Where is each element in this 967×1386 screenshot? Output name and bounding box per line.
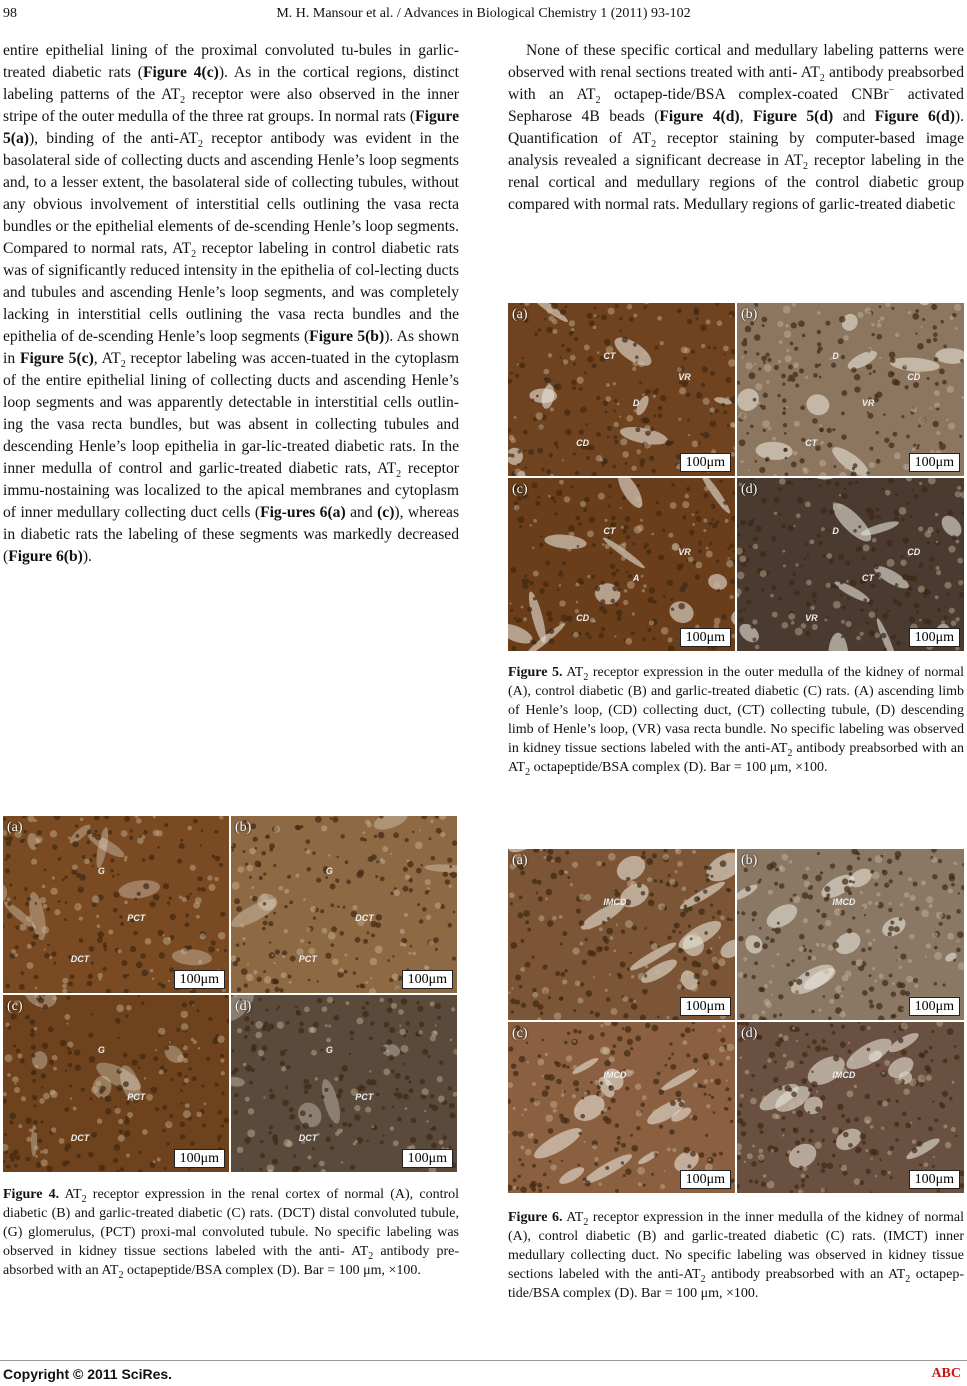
- tissue-label: G: [97, 1044, 105, 1055]
- scale-bar-label: 100μm: [909, 997, 960, 1016]
- tissue-label: CT: [805, 437, 818, 448]
- tissue-label: IMCD: [603, 1069, 627, 1080]
- micrograph-panel: [508, 849, 735, 1020]
- footer-rule: [0, 1360, 967, 1361]
- micrograph-panel: [737, 1022, 964, 1193]
- micrograph-image: [508, 478, 735, 651]
- page-number: 98: [3, 6, 17, 21]
- tissue-label: D: [632, 398, 640, 409]
- micrograph-image: [737, 849, 964, 1020]
- scale-bar-label: 100μm: [680, 453, 731, 472]
- tissue-label: VR: [805, 612, 818, 623]
- micrograph-panel: [231, 995, 457, 1172]
- micrograph-image: [231, 995, 457, 1172]
- tissue-label: CT: [861, 573, 874, 584]
- tissue-label: CT: [603, 351, 616, 362]
- micrograph-image: [508, 849, 735, 1020]
- tissue-label: CT: [603, 526, 616, 537]
- tissue-label: G: [325, 1044, 333, 1055]
- scale-bar-label: 100μm: [909, 1170, 960, 1189]
- tissue-label: PCT: [127, 1092, 146, 1103]
- scale-bar-label: 100μm: [909, 628, 960, 647]
- tissue-label: IMCD: [832, 1069, 856, 1080]
- scale-bar-label: 100μm: [174, 970, 225, 989]
- micrograph-image: [737, 303, 964, 476]
- tissue-label: D: [832, 351, 839, 362]
- figure-4-caption: Figure 4. $AT_2$ receptor expression in the renal cortex of normal (A), control diabetic (B) and garlic-treated diabetic (C) rats. (DCT) distal convoluted tubule, (G) glomerulus, (PCT) proxi-mal convoluted tubule. No specific labeling was observed in kidney tissue sections labeled with the anti- $AT_2$ antibody pre-absorbed with an $AT_2$ octapeptide/BSA complex (D). Bar = 100 μm, ×100.: [3, 1187, 460, 1281]
- micrograph-image: [737, 478, 964, 651]
- micrograph-image: [508, 1022, 735, 1193]
- tissue-label: DCT: [355, 913, 374, 924]
- panel-label: (a): [512, 853, 528, 868]
- tissue-label: A: [632, 573, 640, 584]
- page-footer: [0, 1366, 967, 1384]
- tissue-label: IMCD: [603, 896, 627, 907]
- tissue-label: D: [832, 526, 839, 537]
- tissue-label: DCT: [70, 1133, 90, 1144]
- running-header: [0, 6, 967, 26]
- tissue-label: CD: [907, 372, 921, 383]
- body-paragraph: None of these specific cortical and medullary labeling patterns were observed with renal sections treated with anti- $AT_2$ antibody preabsorbed with an $AT_2$ octapep-tide/BSA complex-coated CNBr− activated Sepharose 4B beads (Figure 4(d), Figure 5(d) and Figure 6(d)). Quantification of $AT_2$ receptor staining by computer-based image analysis revealed a significant decrease in $AT_2$ receptor labeling in the renal cortical and medullary regions of the control diabetic group compared with normal rats. Medullary regions of garlic-treated diabetic: [508, 42, 964, 213]
- micrograph-panel: [737, 478, 964, 651]
- tissue-label: VR: [678, 547, 691, 558]
- scale-bar-label: 100μm: [402, 970, 453, 989]
- tissue-label: G: [97, 865, 105, 876]
- micrograph-panel: [3, 816, 229, 993]
- tissue-label: DCT: [70, 954, 90, 965]
- figure-5-caption: Figure 5. $AT_2$ receptor expression in the outer medulla of the kidney of normal (A), control diabetic (B) and garlic-treated diabetic (C) rats. (A) ascending limb of Henle’s loop, (CD) collecting duct, (CT) collecting tubule, (D) descending limb of Henle’s loop, (VR) vasa recta bundle. No specific labeling was observed in kidney tissue sections labeled with the anti-$AT_2$ antibody preabsorbed with an $AT_2$ octapeptide/BSA complex (D). Bar = 100 μm, ×100.: [508, 665, 964, 778]
- tissue-label: PCT: [127, 913, 146, 924]
- scale-bar-label: 100μm: [174, 1149, 225, 1168]
- scale-bar-label: 100μm: [909, 453, 960, 472]
- panel-label: (d): [741, 1026, 758, 1041]
- tissue-label: CD: [576, 437, 590, 448]
- panel-label: (b): [741, 853, 758, 868]
- panel-label: (c): [512, 482, 528, 497]
- body-paragraph: entire epithelial lining of the proximal convoluted tu-bules in garlic-treated diabetic rats (Figure 4(c)). As in the cortical regions, distinct labeling patterns of the $AT_2$ receptor were also observed in the inner stripe of the outer medulla of the three rat groups. In normal rats (Figure 5(a)), binding of the anti-$AT_2$ receptor antibody was evident in the basolateral side of collecting ducts and ascending Henle’s loop segments and, to a lesser extent, the basolateral side of collecting tubules, without any obvious involvement of interstitial cells outlining the vasa recta bundles or the epithelial elements of de-scending Henle’s loop segments. Compared to normal rats, $AT_2$ receptor labeling in control diabetic rats was of significantly reduced intensity in the epithelia of col-lecting ducts and tubules and ascending Henle’s loop segments, and was completely lacking in interstitial cells outlining the vasa recta bundles and the epithelia of de-scending Henle’s loop segments (Figure 5(b)). As shown in Figure 5(c), $AT_2$ receptor labeling was accen-tuated in the cytoplasm of the entire epithelial lining of collecting ducts and ascending Henle’s loop segments and was apparently detectable in interstitial cells outlin-ing the vasa recta bundles, but was absent in collecting tubules and descending Henle’s loop epithelia in gar-lic-treated diabetic rats. In the inner medulla of control and garlic-treated diabetic rats, $AT_2$ receptor immu-nostaining was localized to the apical membranes and cytoplasm of inner medullary collecting duct cells (Fig-ures 6(a) and (c)), whereas in diabetic rats the labeling of these segments was markedly decreased (Figure 6(b)).: [3, 42, 460, 565]
- tissue-label: CD: [907, 547, 921, 558]
- micrograph-image: [3, 816, 229, 993]
- panel-label: (c): [7, 999, 23, 1014]
- tissue-label: PCT: [298, 954, 317, 965]
- figure-4: [3, 816, 457, 1172]
- panel-label: (a): [512, 307, 528, 322]
- tissue-label: IMCD: [832, 896, 856, 907]
- scale-bar-label: 100μm: [680, 997, 731, 1016]
- micrograph-panel: [508, 478, 735, 651]
- micrograph-panel: [737, 303, 964, 476]
- micrograph-image: [508, 303, 735, 476]
- tissue-label: CD: [576, 612, 590, 623]
- micrograph-panel: [508, 1022, 735, 1193]
- tissue-label: G: [325, 865, 333, 876]
- tissue-label: DCT: [298, 1133, 318, 1144]
- journal-abbrev: ABC: [931, 1366, 961, 1381]
- micrograph-image: [737, 1022, 964, 1193]
- micrograph-panel: [508, 303, 735, 476]
- copyright: Copyright © 2011 SciRes.: [3, 1366, 173, 1382]
- tissue-label: VR: [678, 372, 691, 383]
- panel-label: (b): [235, 820, 252, 835]
- right-column-text: [508, 40, 964, 216]
- figure-6-caption: Figure 6. $AT_2$ receptor expression in the inner medulla of the kidney of normal (A), control diabetic (B) and garlic-treated diabetic (C) rats. (IMCT) inner medullary collecting duct. No specific labeling was observed in kidney tissue sections labeled with the anti-$AT_2$ antibody preabsorbed with an $AT_2$ octapep-tide/BSA complex (D). Bar = 100 μm, ×100.: [508, 1210, 964, 1301]
- panel-label: (a): [7, 820, 23, 835]
- panel-label: (b): [741, 307, 758, 322]
- micrograph-image: [3, 995, 229, 1172]
- panel-label: (d): [235, 999, 252, 1014]
- scale-bar-label: 100μm: [402, 1149, 453, 1168]
- running-head: M. H. Mansour et al. / Advances in Biological Chemistry 1 (2011) 93-102: [276, 6, 691, 21]
- micrograph-panel: [3, 995, 229, 1172]
- panel-label: (c): [512, 1026, 528, 1041]
- micrograph-image: [231, 816, 457, 993]
- tissue-label: PCT: [355, 1092, 374, 1103]
- figure-6: [508, 849, 964, 1193]
- scale-bar-label: 100μm: [680, 1170, 731, 1189]
- panel-label: (d): [741, 482, 758, 497]
- micrograph-panel: [231, 816, 457, 993]
- tissue-label: VR: [861, 398, 875, 409]
- left-column-text: [3, 40, 459, 568]
- scale-bar-label: 100μm: [680, 628, 731, 647]
- figure-5: [508, 303, 964, 651]
- micrograph-panel: [737, 849, 964, 1020]
